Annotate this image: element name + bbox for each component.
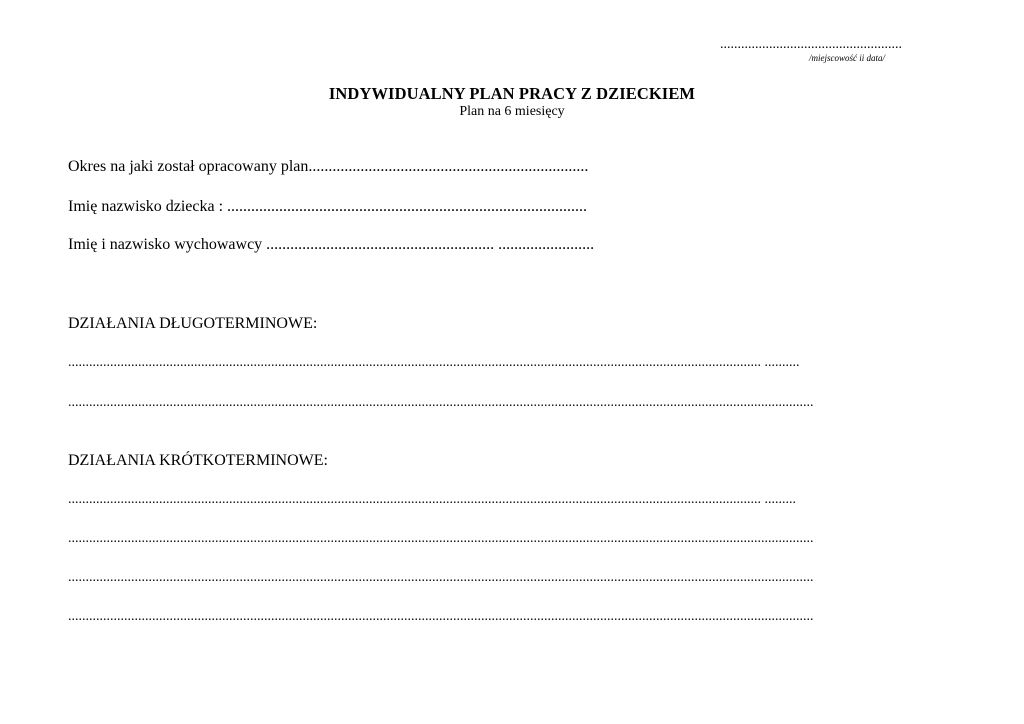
long-term-line-1[interactable]: ...................................................................................................................................................................................................... .......... bbox=[68, 355, 800, 370]
long-term-line-2[interactable]: ..................................................................................................................................................................................................................... bbox=[68, 395, 814, 410]
short-term-line-2[interactable]: ..................................................................................................................................................................................................................... bbox=[68, 531, 814, 546]
field-child-name[interactable]: Imię nazwisko dziecka : .......................................................................................... bbox=[68, 198, 588, 215]
short-term-line-1[interactable]: ...................................................................................................................................................................................................... ......... bbox=[68, 492, 796, 507]
section-heading-short-term: DZIAŁANIA KRÓTKOTERMINOWE: bbox=[68, 452, 328, 469]
short-term-line-4[interactable]: ..................................................................................................................................................................................................................... bbox=[68, 609, 814, 624]
field-plan-period[interactable]: Okres na jaki został opracowany plan...................................................................... bbox=[68, 158, 589, 175]
document-subtitle: Plan na 6 miesięcy bbox=[459, 104, 565, 119]
document-title: INDYWIDUALNY PLAN PRACY Z DZIECKIEM bbox=[328, 84, 696, 103]
short-term-line-3[interactable]: ..................................................................................................................................................................................................................... bbox=[68, 570, 814, 585]
place-date-label: /miejscowość ii data/ bbox=[809, 53, 885, 63]
section-heading-long-term: DZIAŁANIA DŁUGOTERMINOWE: bbox=[68, 315, 318, 332]
field-educator-name[interactable]: Imię i nazwisko wychowawcy ......................................................... ........................ bbox=[68, 236, 595, 253]
place-date-line[interactable]: .................................................... bbox=[720, 37, 902, 52]
